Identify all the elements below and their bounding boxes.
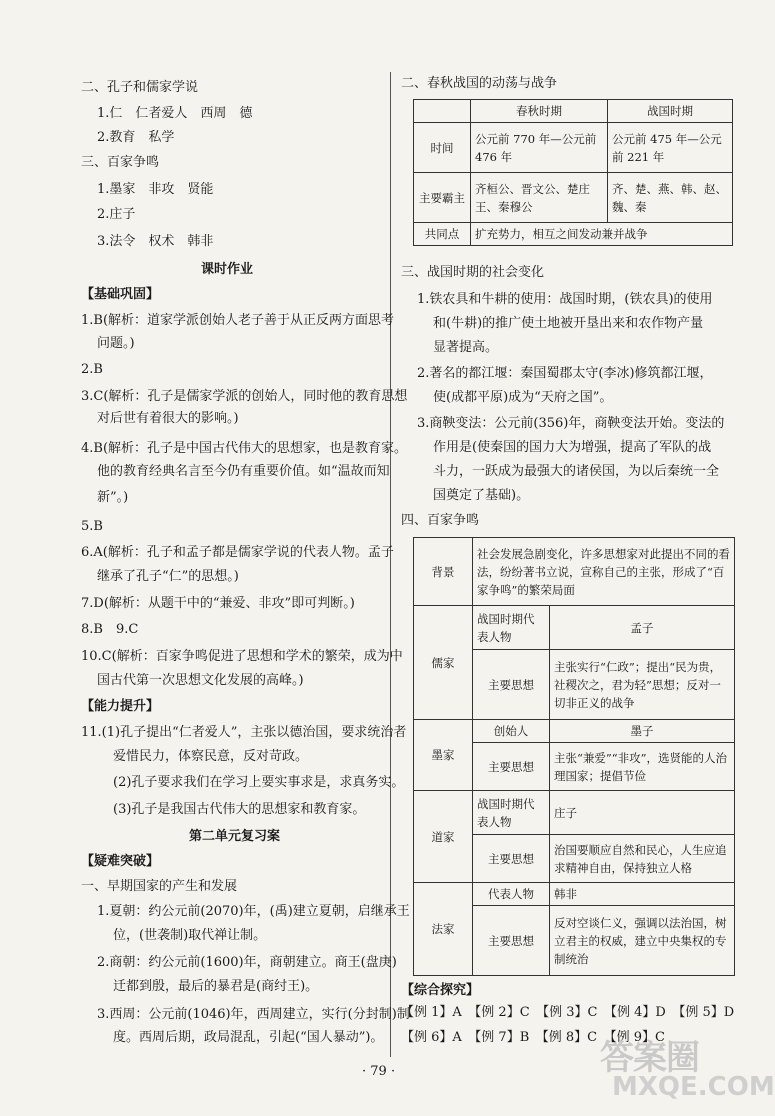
answer-line: 1.墨家 非攻 贤能: [97, 182, 214, 197]
answer-line: 11.(1)孔子提出“仁者爱人”，主张以德治国，要求统治者: [81, 725, 407, 740]
row-label: 主要霸主: [414, 173, 471, 223]
table-cell: 公元前 770 年—公元前 476 年: [471, 123, 608, 173]
answer-line: 5.B: [81, 519, 103, 534]
answer-line: 继承了孔子“仁”的思想。): [97, 569, 239, 584]
heading-social-change: 三、战国时期的社会变化: [401, 265, 545, 280]
answer-line: 他的教育经典名言至今仍有重要价值。如“温故而知: [97, 464, 390, 479]
row-label: 共同点: [414, 223, 471, 246]
row-label: 时间: [414, 123, 471, 173]
answer-line: 8.B 9.C: [81, 622, 139, 637]
table-cell: 庄子: [550, 791, 735, 835]
table-cell: 治国要顺应自然和民心，人生应追求精神自由，保持独立人格: [550, 835, 735, 883]
heading-hundred-schools-2: 四、百家争鸣: [401, 513, 480, 528]
table-cell: 公元前 475 年—公元前 221 年: [608, 123, 733, 173]
answer-line: 显著提高。: [433, 340, 499, 355]
table-cell: 韩非: [550, 883, 735, 906]
watermark-url: MXQE.COM: [612, 1072, 775, 1102]
answer-line: 3.C(解析：孔子是儒家学派的创始人，同时他的教育思想: [81, 389, 408, 404]
table-cell: 齐桓公、晋文公、楚庄王、秦穆公: [471, 173, 608, 223]
heading-difficult: 【疑难突破】: [81, 854, 160, 869]
answer-line: 1.仁 仁者爱人 西周 德: [97, 106, 253, 121]
section-title-homework: 课时作业: [201, 262, 254, 277]
examples-row: 【例 1】A 【例 2】C 【例 3】C 【例 4】D 【例 5】D: [401, 1005, 735, 1020]
answer-line: 3.西周：公元前(1046)年，西周建立，实行(分封制)制: [97, 1007, 410, 1022]
table-cell: 反对空谈仁义，强调以法治国，树立君主的权威，建立中央集权的专制统治: [550, 906, 735, 976]
answer-line: 和(牛耕)的推广使土地被开垦出来和农作物产量: [433, 316, 704, 331]
table-cell: 社会发展急剧变化，许多思想家对此提出不同的看法，纷纷著书立说，宣称自己的主张，形成了“百家争鸣”的繁荣局面: [473, 538, 735, 606]
watermark-logo: 答案圈: [600, 1038, 699, 1078]
answer-line: 国奠定了基础)。: [433, 488, 530, 503]
answer-line: 3.法令 权术 韩非: [97, 234, 214, 249]
row-label: 主要思想: [473, 650, 550, 720]
section-title-unit-review: 第二单元复习案: [189, 829, 281, 844]
answer-line: 3.商鞅变法：公元前(356)年，商鞅变法开始。变法的: [417, 416, 725, 431]
school-label: 法家: [414, 883, 473, 976]
answer-line: 2.商朝：约公元前(1600)年，商朝建立。商王(盘庚): [97, 955, 397, 970]
table-cell: 扩充势力，相互之间发动兼并战争: [471, 223, 733, 246]
examples-row: 【例 6】A 【例 7】B 【例 8】C 【例 9】C: [401, 1030, 665, 1045]
heading-ability: 【能力提升】: [81, 699, 160, 714]
answer-line: 1.夏朝：约公元前(2070)年，(禹)建立夏朝，启继承王: [97, 904, 410, 919]
row-label: 战国时期代表人物: [473, 791, 550, 835]
answer-line: (2)孔子要求我们在学习上要实事求是，求真务实。: [113, 775, 405, 790]
answer-line: 6.A(解析：孔子和孟子都是儒家学说的代表人物。孟子: [81, 545, 394, 560]
table-periods: [413, 99, 733, 246]
answer-line: 问题。): [97, 336, 135, 351]
answer-line: 新”。): [97, 490, 129, 505]
table-cell: 主张“兼爱”“非攻”，选贤能的人治理国家；提倡节俭: [550, 743, 735, 791]
table-cell: 主张实行“仁政”；提出“民为贵，社稷次之，君为轻”思想；反对一切非正义的战争: [550, 650, 735, 720]
row-label: 主要思想: [473, 906, 550, 976]
answer-line: 10.C(解析：百家争鸣促进了思想和学术的繁荣，成为中: [81, 649, 403, 664]
answer-line: 位，(世袭制)取代禅让制。: [113, 928, 267, 943]
answer-line: 斗力，一跃成为最强大的诸侯国，为以后秦统一全: [433, 464, 720, 479]
table-header: 春秋时期: [471, 100, 608, 123]
row-label: 战国时期代表人物: [473, 606, 550, 650]
answer-line: 2.B: [81, 362, 103, 377]
answer-line: 2.庄子: [97, 207, 136, 222]
answer-line: 爱惜民力，体察民意，反对苛政。: [113, 749, 309, 764]
heading-spring-autumn: 二、春秋战国的动荡与战争: [401, 76, 558, 91]
heading-basic: 【基础巩固】: [81, 287, 160, 302]
page-number: · 79 ·: [362, 1064, 396, 1079]
answer-line: 2.教育 私学: [97, 130, 175, 145]
answer-line: 2.著名的都江堰：秦国蜀郡太守(李冰)修筑都江堰，: [417, 366, 713, 381]
school-label: 儒家: [414, 606, 473, 720]
answer-line: 7.D(解析：从题干中的“兼爱、非攻”即可判断。): [81, 596, 355, 611]
school-label: 墨家: [414, 720, 473, 791]
table-header: 战国时期: [608, 100, 733, 123]
answer-line: 1.B(解析：道家学派创始人老子善于从正反两方面思考: [81, 313, 395, 328]
answer-line: 迁都到殷，最后的暴君是(商纣王)。: [113, 979, 319, 994]
school-label: 道家: [414, 791, 473, 883]
heading-confucius: 二、孔子和儒家学说: [81, 80, 199, 95]
row-label: 主要思想: [473, 835, 550, 883]
row-label: 创始人: [473, 720, 550, 743]
answer-line: 对后世有着很大的影响。): [97, 411, 239, 426]
answer-line: 1.铁农具和牛耕的使用：战国时期，(铁农具)的使用: [417, 292, 713, 307]
table-schools: [413, 537, 735, 976]
heading-early-states: 一、早期国家的产生和发展: [81, 879, 238, 894]
answer-line: 使(成都平原)成为“天府之国”。: [433, 390, 613, 405]
row-label: 代表人物: [473, 883, 550, 906]
table-cell: 齐、楚、燕、韩、赵、魏、秦: [608, 173, 733, 223]
table-cell: 墨子: [550, 720, 735, 743]
heading-hundred-schools: 三、百家争鸣: [81, 155, 160, 170]
answer-line: 国古代第一次思想文化发展的高峰。): [97, 673, 304, 688]
row-label: 主要思想: [473, 743, 550, 791]
answer-line: (3)孔子是我国古代伟大的思想家和教育家。: [113, 802, 366, 817]
heading-explore: 【综合探究】: [401, 983, 480, 998]
row-label: 背景: [414, 538, 473, 606]
answer-line: 作用是(使秦国的国力大为增强，提高了军队的战: [433, 440, 712, 455]
answer-line: 4.B(解析：孔子是中国古代伟大的思想家，也是教育家。: [81, 441, 408, 456]
table-cell: 孟子: [550, 606, 735, 650]
answer-line: 度。西周后期，政局混乱，引起(“国人暴动”)。: [113, 1030, 384, 1045]
table-header-empty: [414, 100, 471, 123]
